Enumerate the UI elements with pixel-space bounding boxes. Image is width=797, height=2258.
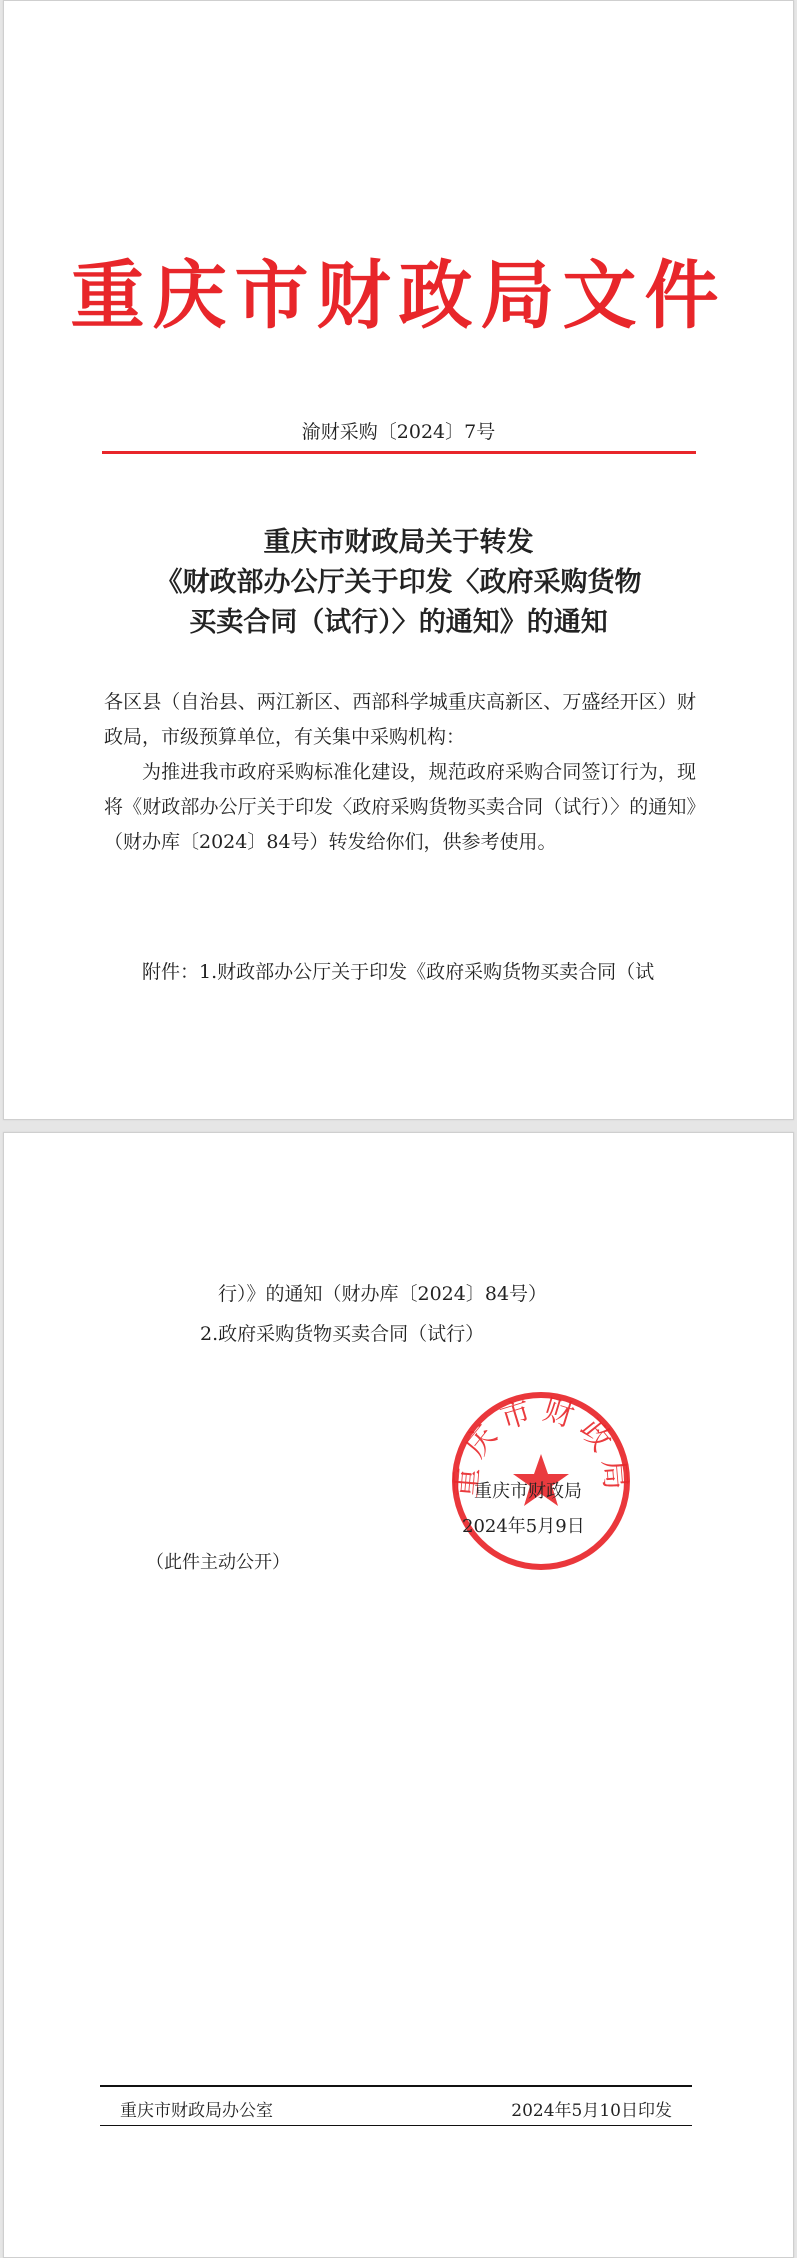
notice-body: 为推进我市政府采购标准化建设，规范政府采购合同签订行为，现将《财政部办公厅关于印发〈政府采购货物买卖合同（试行）〉的通知》（财办库〔2024〕84号）转发给你们，供参考使用。: [104, 761, 696, 853]
notice-recipients: 各区县（自治县、两江新区、西部科学城重庆高新区、万盛经开区）财政局，市级预算单位，有关集中采购机构：: [104, 691, 696, 748]
issuer-name: 重庆市财政局: [474, 1481, 582, 1502]
attachment-line-1: 附件：1.财政部办公厅关于印发《政府采购货物买卖合同（试: [142, 961, 655, 983]
footer-bottom-rule: [100, 2125, 692, 2126]
notice-title-line-2: 《财政部办公厅关于印发〈政府采购货物: [155, 567, 642, 598]
signature-date: 2024年5月9日: [462, 1516, 585, 1537]
footer-print-date: 2024年5月10日印发: [511, 2101, 672, 2121]
notice-title-line-3: 买卖合同（试行）〉的通知》的通知: [189, 607, 608, 638]
attachment-line-1-continued: 行）》的通知（财办库〔2024〕84号）: [218, 1283, 548, 1305]
document-number: 渝财采购〔2024〕7号: [301, 421, 496, 443]
header-red-rule: [102, 451, 696, 454]
public-disclosure-note: （此件主动公开）: [146, 1552, 290, 1573]
notice-title-line-1: 重庆市财政局关于转发: [263, 527, 534, 558]
attachment-line-2: 2.政府采购货物买卖合同（试行）: [200, 1323, 485, 1345]
seal-text: 重庆市财政局: [448, 1392, 634, 1500]
document-page-1: [3, 0, 794, 1120]
footer-office: 重庆市财政局办公室: [120, 2101, 273, 2121]
document-header-title: 重庆市财政局文件: [70, 253, 727, 339]
footer-top-rule: [100, 2085, 692, 2087]
